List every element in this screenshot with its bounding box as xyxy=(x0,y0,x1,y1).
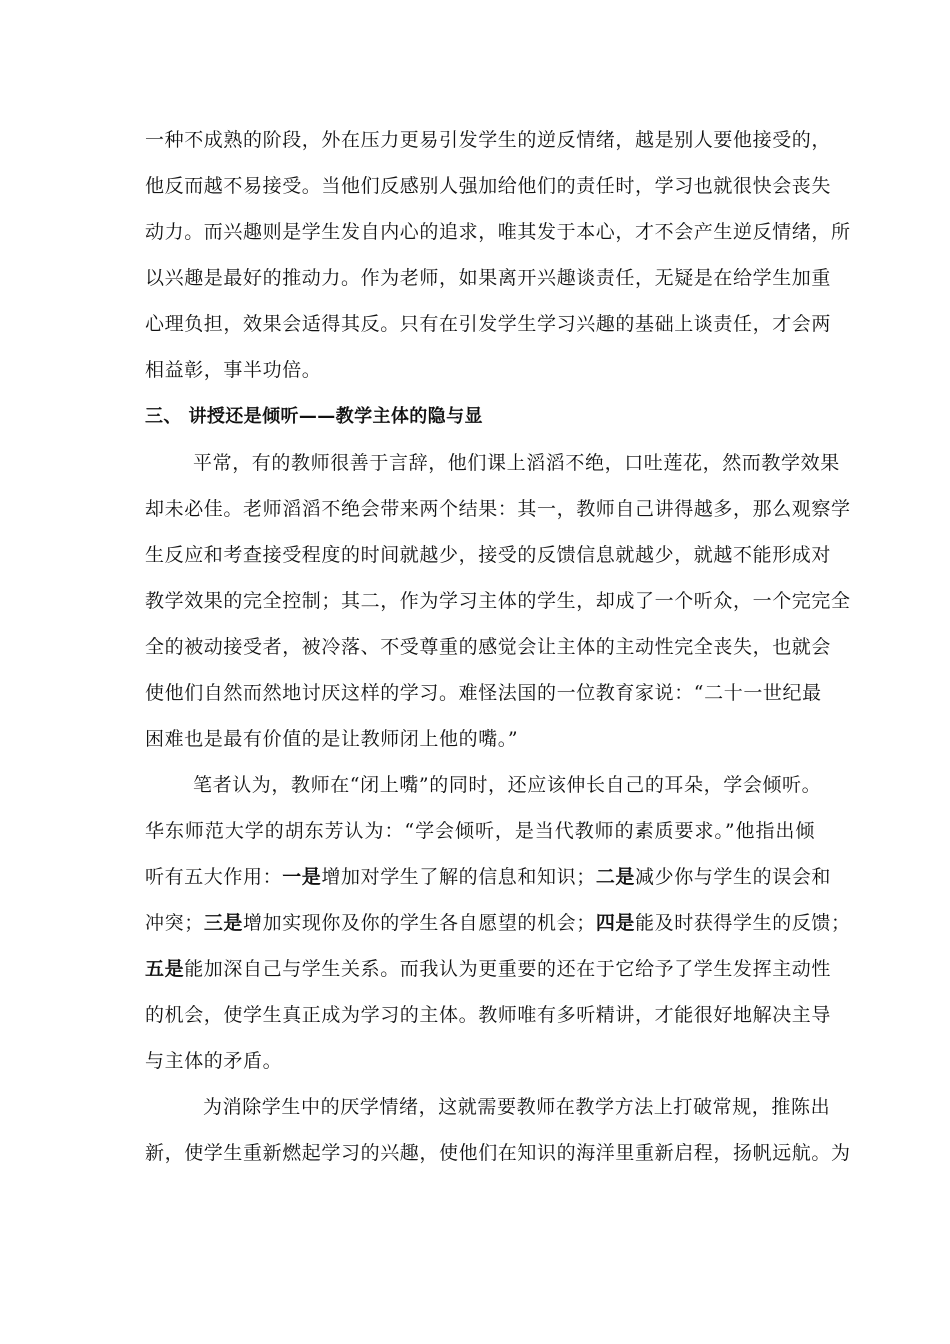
text-line: 笔者认为，教师在“闭上嘴”的同时，还应该伸长自己的耳朵，学会倾听。 xyxy=(193,774,822,796)
text-line xyxy=(145,865,832,889)
text-run: 增加对学生了解的信息和知识； xyxy=(321,866,596,888)
bold-label: 四是 xyxy=(595,912,636,934)
text-line: 却未必佳。老师滔滔不绝会带来两个结果：其一，教师自己讲得越多，那么观察学 xyxy=(145,498,851,520)
text-line xyxy=(145,957,832,981)
text-line: 以兴趣是最好的推动力。作为老师，如果离开兴趣谈责任，无疑是在给学生加重 xyxy=(145,267,832,289)
text-line: 的机会，使学生真正成为学习的主体。教师唯有多听精讲，才能很好地解决主导 xyxy=(145,1004,832,1026)
text-run: 冲突； xyxy=(145,912,204,934)
text-line: 全的被动接受者，被冷落、不受尊重的感觉会让主体的主动性完全丧失，也就会 xyxy=(145,636,832,658)
text-run: 能加深自己与学生关系。而我认为更重要的还在于它给予了学生发挥主动性 xyxy=(184,958,832,980)
text-line: 生反应和考查接受程度的时间就越少，接受的反馈信息就越少，就越不能形成对 xyxy=(145,544,832,566)
text-run: 能及时获得学生的反馈； xyxy=(635,912,851,934)
text-line: 相益彰，事半功倍。 xyxy=(145,359,322,381)
text-line: 困难也是最有价值的是让教师闭上他的嘴。” xyxy=(145,728,519,750)
bold-label: 一是 xyxy=(282,866,322,888)
text-run: 减少你与学生的误会和 xyxy=(635,866,832,888)
text-line xyxy=(145,911,851,935)
bold-label: 五是 xyxy=(145,958,185,980)
text-line: 为消除学生中的厌学情绪，这就需要教师在教学方法上打破常规，推陈出 xyxy=(203,1096,831,1118)
text-line: 心理负担，效果会适得其反。只有在引发学生学习兴趣的基础上谈责任，才会两 xyxy=(145,313,832,335)
bold-label: 三是 xyxy=(203,912,244,934)
text-line: 一种不成熟的阶段，外在压力更易引发学生的逆反情绪，越是别人要他接受的， xyxy=(145,129,832,151)
text-line: 他反而越不易接受。当他们反感别人强加给他们的责任时，学习也就很快会丧失 xyxy=(145,175,832,197)
text-run: 增加实现你及你的学生各自愿望的机会； xyxy=(243,912,596,934)
text-line: 与主体的矛盾。 xyxy=(145,1050,283,1072)
text-line: 华东师范大学的胡东芳认为：“学会倾听，是当代教师的素质要求。”他指出倾 xyxy=(145,820,815,842)
text-line: 教学效果的完全控制；其二，作为学习主体的学生，却成了一个听众，一个完完全 xyxy=(145,590,851,612)
text-line: 新，使学生重新燃起学习的兴趣，使他们在知识的海洋里重新启程，扬帆远航。为 xyxy=(145,1142,851,1164)
section-heading: 三、 讲授还是倾听——教学主体的隐与显 xyxy=(145,406,483,427)
text-line: 使他们自然而然地讨厌这样的学习。难怪法国的一位教育家说：“二十一世纪最 xyxy=(145,682,822,704)
bold-label: 二是 xyxy=(595,866,636,888)
text-line: 动力。而兴趣则是学生发自内心的追求，唯其发于本心，才不会产生逆反情绪，所 xyxy=(145,221,851,243)
text-line: 平常，有的教师很善于言辞，他们课上滔滔不绝，口吐莲花，然而教学效果 xyxy=(193,452,840,474)
text-run: 听有五大作用： xyxy=(145,866,283,888)
